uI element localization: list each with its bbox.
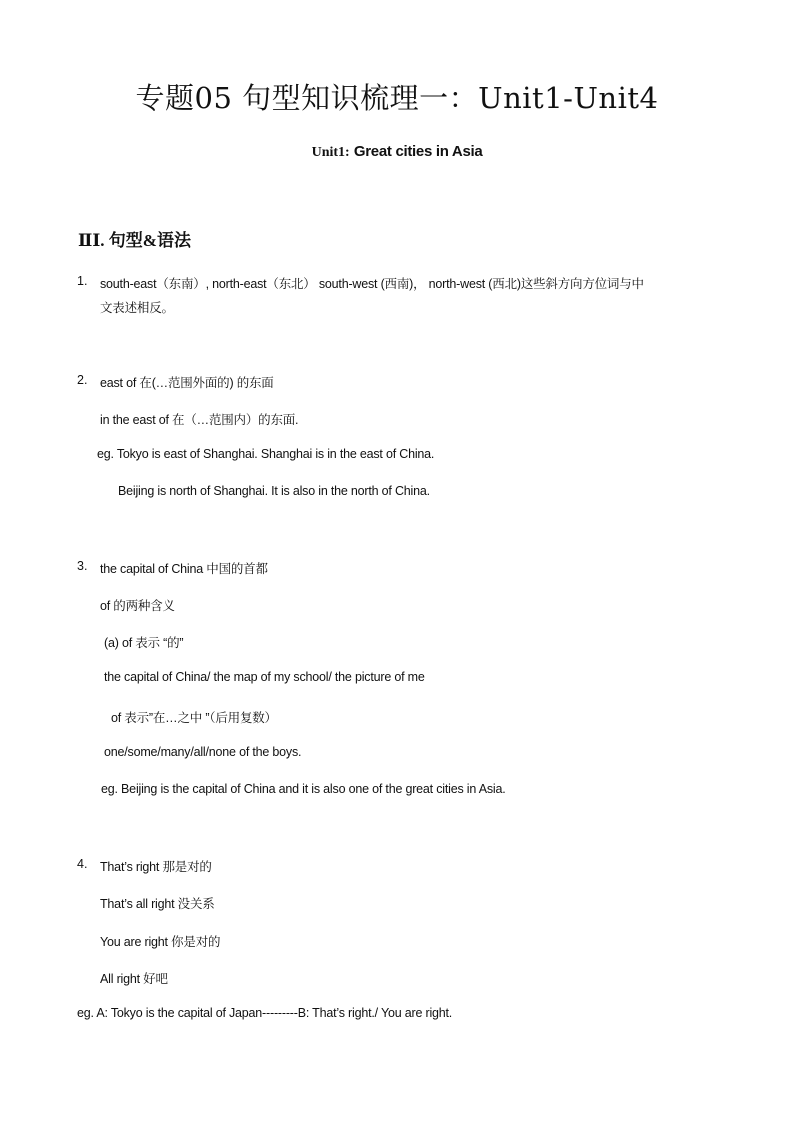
- item-line: That’s all right 没关系: [100, 897, 215, 911]
- unit-subtitle: [0, 143, 794, 161]
- item-line: 文表述相反。: [100, 301, 174, 315]
- subtitle-text: Great cities in Asia: [353, 143, 483, 160]
- item-line: south-east（东南）, north-east（东北） south-west (西南)， north-west (西北)这些斜方向方位词与中: [100, 277, 644, 291]
- item-line: of 的两种含义: [100, 599, 175, 613]
- section-heading: ⅡⅠ. 句型&语法: [78, 231, 191, 250]
- example-line: Beijing is north of Shanghai. It is also in the north of China.: [118, 484, 430, 498]
- page-title: 专题05 句型知识梳理一：Unit1-Unit4: [135, 81, 659, 115]
- item-line: All right 好吧: [100, 972, 168, 986]
- item-line: of 表示”在…之中 ”（后用复数）: [111, 711, 277, 725]
- item-number: 1.: [77, 274, 88, 288]
- item-line: the capital of China/ the map of my school/ the picture of me: [104, 670, 425, 684]
- subtitle-unit: Unit1:: [311, 145, 350, 160]
- item-number: 4.: [77, 857, 88, 871]
- item-line: the capital of China 中国的首都: [100, 562, 268, 576]
- item-line: east of 在(…范围外面的) 的东面: [100, 376, 274, 390]
- item-line: (a) of 表示 “的”: [104, 636, 184, 650]
- item-line: You are right 你是对的: [100, 935, 221, 949]
- item-number: 2.: [77, 373, 88, 387]
- item-number: 3.: [77, 559, 88, 573]
- item-line: one/some/many/all/none of the boys.: [104, 745, 302, 759]
- example-line: eg. A: Tokyo is the capital of Japan---------B: That’s right./ You are right.: [77, 1006, 453, 1020]
- item-line: That’s right 那是对的: [100, 860, 212, 874]
- example-line: eg. Beijing is the capital of China and it is also one of the great cities in Asia.: [101, 782, 506, 796]
- item-line: in the east of 在（…范围内）的东面.: [100, 413, 299, 427]
- example-line: eg. Tokyo is east of Shanghai. Shanghai is in the east of China.: [97, 447, 435, 461]
